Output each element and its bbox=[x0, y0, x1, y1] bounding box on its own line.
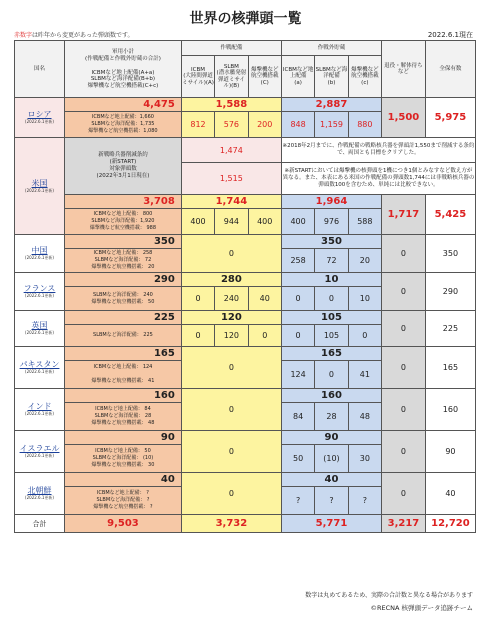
totals-military: 9,503 bbox=[107, 518, 139, 529]
new-start-label: 新戦略兵器削減条約 (新START) 対象弾頭数 (2022年3月1日現在) bbox=[65, 138, 182, 195]
col-retired: 退役・解体待ちなど bbox=[382, 41, 426, 98]
row-pakistan bbox=[15, 347, 476, 361]
country-name[interactable]: 英国 bbox=[31, 321, 48, 330]
country-name[interactable]: フランス bbox=[23, 284, 56, 293]
value-c: 0 bbox=[362, 331, 368, 340]
new-start-us: 1,515 bbox=[219, 174, 243, 183]
reserve-total: 10 bbox=[324, 274, 339, 285]
legend-note bbox=[14, 30, 133, 39]
subtotal-breakdown bbox=[65, 487, 182, 515]
col-slbm-B: SLBM (潜水艦発射弾道ミサイル)(B) bbox=[215, 56, 248, 98]
credit: ©RECNA 核弾頭データ追跡チーム bbox=[370, 604, 473, 612]
breakdown-line: 爆撃機など航空機搭載： ? bbox=[93, 504, 153, 510]
page-title: 世界の核弾頭一覧 bbox=[189, 11, 302, 27]
value-a: 848 bbox=[290, 120, 306, 129]
update-note: (2022.6.1更新) bbox=[25, 453, 54, 458]
value-A: 812 bbox=[190, 120, 206, 129]
subtotal-breakdown bbox=[65, 287, 182, 311]
retired-count: 0 bbox=[400, 447, 406, 456]
col-military-subtotal-title: 軍用小計 (作戦配備と作戦外貯蔵の合計) bbox=[85, 49, 161, 62]
value-B: 576 bbox=[223, 120, 240, 129]
country-france[interactable] bbox=[15, 273, 65, 311]
update-note: (2022.6.1更新) bbox=[25, 119, 54, 124]
value-a: 124 bbox=[290, 370, 306, 379]
warhead-table bbox=[14, 40, 476, 533]
operational-total: 0 bbox=[228, 249, 234, 258]
new-start-russia: 1,474 bbox=[219, 145, 243, 155]
legend-note-text: は昨年から変更があった弾頭数です。 bbox=[32, 32, 134, 39]
subtotal-breakdown bbox=[65, 112, 182, 138]
value-c: 30 bbox=[359, 454, 370, 463]
country-name[interactable]: パキスタン bbox=[19, 360, 60, 369]
value-c: 48 bbox=[359, 412, 370, 421]
military-subtotal: 350 bbox=[153, 236, 175, 247]
total-count: 225 bbox=[442, 324, 459, 333]
value-c: ? bbox=[362, 496, 367, 505]
retired-count: 1,717 bbox=[387, 209, 420, 220]
row-totals bbox=[15, 515, 476, 533]
breakdown-line: SLBMなど海洋配備：1,735 bbox=[91, 121, 155, 127]
country-china[interactable] bbox=[15, 235, 65, 273]
reserve-total: 40 bbox=[324, 474, 339, 485]
subtotal-breakdown bbox=[65, 361, 182, 389]
totals-label: 合計 bbox=[15, 515, 65, 533]
subtotal-breakdown bbox=[65, 249, 182, 273]
breakdown-line: SLBMなど海洋配備：1,920 bbox=[91, 218, 155, 224]
value-a: 0 bbox=[295, 294, 301, 303]
red-number-label: 赤数字 bbox=[14, 32, 33, 39]
breakdown-line: SLBMなど海洋配備： 72 bbox=[94, 257, 152, 263]
as-of-date: 2022.6.1現在 bbox=[427, 31, 473, 39]
breakdown-line: ICBMなど地上配備： ? bbox=[96, 490, 149, 496]
value-c: 588 bbox=[357, 217, 373, 226]
value-B: 240 bbox=[223, 294, 240, 303]
country-name[interactable]: ロシア bbox=[27, 110, 52, 119]
update-note: (2022.6.1更新) bbox=[25, 369, 54, 374]
operational-total: 120 bbox=[220, 312, 242, 323]
value-B: 944 bbox=[223, 217, 240, 226]
retired-count: 0 bbox=[400, 363, 406, 372]
col-icbm-a: ICBMなど地上配備 (a) bbox=[281, 56, 314, 98]
row-china bbox=[15, 235, 476, 249]
rounding-note: 数字は丸めてあるため、実際の合計数と異なる場合があります bbox=[305, 592, 473, 599]
operational-total: 0 bbox=[228, 447, 234, 456]
country-name[interactable]: 米国 bbox=[31, 178, 48, 188]
value-A: 0 bbox=[195, 294, 201, 303]
military-subtotal: 160 bbox=[153, 390, 175, 401]
retired-count: 0 bbox=[400, 249, 406, 258]
country-uk[interactable] bbox=[15, 311, 65, 347]
value-a: ? bbox=[295, 496, 301, 505]
operational-total: 280 bbox=[220, 274, 242, 285]
breakdown-line: 爆撃機など航空機搭載： 988 bbox=[89, 225, 157, 231]
operational-total: 0 bbox=[228, 363, 234, 372]
military-subtotal: 4,475 bbox=[143, 99, 175, 110]
military-subtotal: 290 bbox=[153, 274, 175, 285]
operational-total: 0 bbox=[228, 405, 234, 414]
breakdown-line: ICBMなど地上配備： 84 bbox=[95, 406, 151, 412]
retired-count: 0 bbox=[400, 287, 406, 296]
reserve-total: 105 bbox=[321, 312, 342, 323]
value-b: 72 bbox=[326, 256, 337, 265]
breakdown-line: ICBMなど地上配備：1,660 bbox=[91, 114, 154, 120]
col-total: 全保有数 bbox=[425, 41, 475, 98]
breakdown-line: ICBMなど地上配備： 258 bbox=[93, 250, 153, 256]
subtotal-breakdown bbox=[65, 445, 182, 473]
col-country: 国名 bbox=[15, 41, 65, 98]
total-count: 290 bbox=[442, 287, 459, 296]
breakdown-line bbox=[65, 371, 181, 378]
value-a: 50 bbox=[293, 454, 304, 463]
value-c: 20 bbox=[359, 256, 370, 265]
row-france bbox=[15, 273, 476, 287]
breakdown-line: 爆撃機など航空機搭載：1,080 bbox=[88, 128, 158, 134]
value-C: 400 bbox=[257, 217, 273, 226]
value-C: 0 bbox=[262, 331, 268, 340]
country-pakistan[interactable] bbox=[15, 347, 65, 389]
value-A: 0 bbox=[195, 331, 201, 340]
value-c: 880 bbox=[357, 120, 373, 129]
value-A: 400 bbox=[190, 217, 206, 226]
update-note: (2022.6.1更新) bbox=[25, 293, 54, 298]
row-india bbox=[15, 389, 476, 403]
total-count: 90 bbox=[445, 447, 456, 456]
breakdown-line: 爆撃機など航空機搭載： 20 bbox=[91, 264, 155, 270]
totals-reserve: 5,771 bbox=[315, 518, 348, 529]
row-uk bbox=[15, 311, 476, 325]
reserve-total: 160 bbox=[321, 390, 342, 401]
breakdown-line: 爆撃機など航空機搭載： 41 bbox=[91, 378, 155, 384]
military-subtotal: 3,708 bbox=[143, 196, 175, 207]
military-subtotal: 165 bbox=[153, 348, 175, 359]
value-c: 41 bbox=[359, 370, 370, 379]
retired-count: 0 bbox=[400, 324, 406, 333]
total-count: 165 bbox=[442, 363, 459, 372]
military-subtotal: 40 bbox=[160, 474, 175, 485]
country-india[interactable] bbox=[15, 389, 65, 431]
col-military-subtotal-parts: ICBMなど地上配備(A+a) SLBMなど海洋配備(B+b) 爆撃機など航空機搭載(C+c) bbox=[87, 69, 159, 89]
country-north-korea[interactable] bbox=[15, 473, 65, 515]
value-C: 200 bbox=[257, 120, 273, 129]
military-subtotal: 90 bbox=[160, 432, 175, 443]
value-b: 976 bbox=[323, 217, 340, 226]
update-note: (2022.6.1更新) bbox=[25, 330, 54, 335]
value-c: 10 bbox=[359, 294, 370, 303]
retired-count: 0 bbox=[400, 489, 406, 498]
update-note: (2022.6.1更新) bbox=[25, 255, 54, 260]
subtotal-breakdown bbox=[65, 325, 182, 347]
update-note: (2022.6.1更新) bbox=[25, 495, 54, 500]
value-a: 0 bbox=[295, 331, 301, 340]
totals-retired: 3,217 bbox=[387, 518, 420, 529]
totals-operational: 3,732 bbox=[215, 518, 248, 529]
value-a: 84 bbox=[293, 412, 304, 421]
breakdown-line: ICBMなど地上配備： 124 bbox=[93, 364, 153, 370]
country-us[interactable] bbox=[15, 138, 65, 235]
col-icbm-A: ICBM (大陸間弾道ミサイル)(A) bbox=[181, 56, 214, 98]
country-russia[interactable] bbox=[15, 98, 65, 138]
reserve-total: 350 bbox=[321, 236, 342, 247]
breakdown-line: SLBMなど海洋配備： 240 bbox=[93, 291, 153, 298]
breakdown-line: 爆撃機など航空機搭載： 48 bbox=[91, 420, 155, 426]
breakdown-line: SLBMなど海洋配備： 225 bbox=[93, 332, 153, 338]
totals-all: 12,720 bbox=[431, 518, 470, 529]
total-count: 5,425 bbox=[434, 209, 467, 220]
value-b: ? bbox=[329, 496, 334, 505]
value-a: 400 bbox=[290, 217, 306, 226]
operational-total: 1,744 bbox=[215, 196, 248, 207]
col-military-subtotal bbox=[65, 41, 182, 98]
breakdown-line: ICBMなど地上配備： 800 bbox=[93, 211, 153, 217]
reserve-total: 1,964 bbox=[315, 196, 348, 207]
country-name[interactable]: イスラエル bbox=[19, 444, 60, 453]
value-b: 1,159 bbox=[320, 120, 343, 129]
value-b: 28 bbox=[326, 412, 337, 421]
reserve-total: 90 bbox=[324, 432, 339, 443]
breakdown-line: 爆撃機など航空機搭載： 30 bbox=[91, 462, 155, 468]
col-air-c: 爆撃機など航空機搭載 (c) bbox=[348, 56, 381, 98]
military-subtotal: 225 bbox=[153, 312, 175, 323]
breakdown-line: SLBMなど海洋配備： (10) bbox=[92, 455, 154, 461]
value-B: 120 bbox=[223, 331, 240, 340]
update-note: (2022.6.1更新) bbox=[25, 411, 54, 416]
breakdown-line: SLBMなど海洋配備： ? bbox=[96, 497, 150, 503]
operational-total: 1,588 bbox=[215, 99, 248, 110]
operational-total: 0 bbox=[228, 489, 234, 498]
breakdown-line: 爆撃機など航空機搭載： 50 bbox=[91, 298, 155, 305]
subtotal-breakdown bbox=[65, 209, 182, 235]
value-b: (10) bbox=[323, 454, 340, 463]
country-israel[interactable] bbox=[15, 431, 65, 473]
country-name[interactable]: 北朝鮮 bbox=[27, 486, 52, 495]
col-reserve: 作戦外貯蔵 bbox=[281, 41, 381, 56]
value-b: 0 bbox=[328, 294, 334, 303]
retired-count: 0 bbox=[400, 405, 406, 414]
new-start-note-2: ※新STARTにおいては爆撃機の核弾頭を1機につき1個とみなすなど数え方が異なる。また、本表にある米国の作戦配備の弾頭数1,744には非戦略核兵器の弾頭数100を含むため、単純には比較できない。 bbox=[281, 163, 475, 195]
value-a: 258 bbox=[290, 256, 306, 265]
col-slbm-b: SLBMなど海洋配備 (b) bbox=[315, 56, 348, 98]
reserve-total: 2,887 bbox=[315, 99, 348, 110]
value-b: 0 bbox=[328, 370, 334, 379]
row-russia bbox=[15, 98, 476, 112]
col-air-C: 爆撃機など航空機搭載 (C) bbox=[248, 56, 281, 98]
value-C: 40 bbox=[259, 294, 270, 303]
update-note: (2022.6.1更新) bbox=[25, 187, 54, 193]
row-north-korea bbox=[15, 473, 476, 487]
col-operational: 作戦配備 bbox=[181, 41, 281, 56]
subtotal-breakdown bbox=[65, 403, 182, 431]
total-count: 350 bbox=[442, 249, 459, 258]
breakdown-line: ICBMなど地上配備： 50 bbox=[95, 448, 151, 454]
reserve-total: 165 bbox=[321, 348, 342, 359]
breakdown-line: SLBMなど海洋配備： 28 bbox=[94, 413, 152, 419]
total-count: 160 bbox=[442, 405, 459, 414]
country-name[interactable]: 中国 bbox=[31, 246, 48, 255]
row-israel bbox=[15, 431, 476, 445]
retired-count: 1,500 bbox=[387, 112, 420, 123]
country-name[interactable]: インド bbox=[27, 402, 52, 411]
total-count: 40 bbox=[445, 489, 456, 498]
new-start-note-1: ※2018年2月までに、作戦配備の戦略核兵器を弾頭計1,550まで削減する条約で、両国とも目標をクリアした。 bbox=[281, 138, 475, 163]
total-count: 5,975 bbox=[434, 112, 467, 123]
row-us bbox=[15, 195, 476, 209]
value-b: 105 bbox=[323, 331, 340, 340]
